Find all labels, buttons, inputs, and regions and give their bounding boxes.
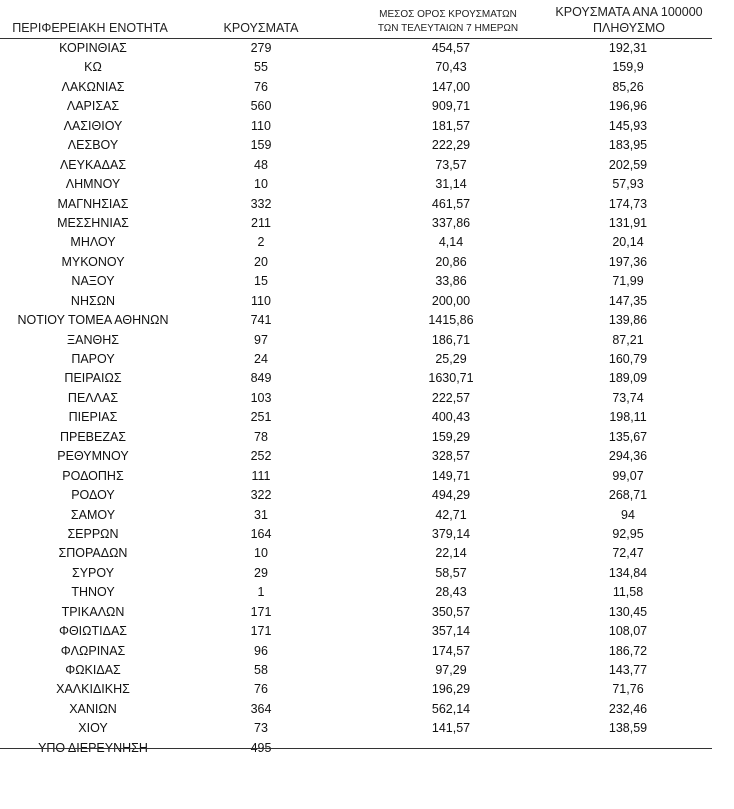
cell-cases: 741 [250, 313, 272, 328]
cell-avg7: 454,57 [431, 41, 471, 55]
cell-per100k: 174,73 [608, 196, 648, 211]
table-row [0, 409, 712, 428]
cell-region: ΣΕΡΡΩΝ [67, 526, 119, 541]
cell-cases: 20 [254, 254, 268, 269]
cell-avg7: 379,14 [431, 526, 471, 541]
cell-per100k: 20,14 [612, 235, 644, 250]
header-cases: ΚΡΟΥΣΜΑΤΑ [223, 21, 299, 35]
cell-avg7: 222,57 [431, 390, 471, 405]
header-avg7 [348, 8, 548, 36]
cell-cases: 78 [254, 429, 268, 444]
cell-avg7: 58,57 [435, 565, 467, 580]
cell-region: ΛΕΥΚΑΔΑΣ [59, 157, 127, 172]
cell-region: ΜΥΚΟΝΟΥ [61, 254, 125, 269]
header-per100k-line1: ΚΡΟΥΣΜΑΤΑ ΑΝΑ 100000 [555, 5, 703, 19]
table-row [0, 137, 712, 156]
table-row [0, 234, 712, 253]
cell-per100k: 108,07 [608, 624, 648, 639]
table-row [0, 332, 712, 351]
cell-cases: 2 [257, 235, 265, 250]
cell-region: ΣΠΟΡΑΔΩΝ [58, 546, 128, 561]
cell-per100k: 145,93 [608, 118, 648, 133]
cell-avg7: 22,14 [435, 546, 467, 561]
cell-region: ΜΗΛΟΥ [70, 235, 116, 250]
cell-region: ΠΑΡΟΥ [71, 352, 115, 366]
cell-per100k: 294,36 [608, 449, 648, 464]
cell-avg7: 33,86 [435, 274, 467, 289]
cell-region: ΛΑΡΙΣΑΣ [66, 99, 120, 114]
cell-per100k: 94 [621, 507, 635, 522]
cell-cases: 364 [250, 701, 272, 716]
cell-region: ΝΗΣΩΝ [70, 293, 116, 308]
table-bottom-divider [0, 748, 712, 749]
cell-per100k: 92,95 [612, 526, 644, 541]
table-row [0, 79, 712, 98]
cell-per100k: 135,67 [608, 429, 648, 444]
cell-per100k: 198,11 [609, 410, 647, 425]
cell-avg7: 196,29 [431, 682, 471, 697]
cell-avg7: 337,86 [431, 215, 471, 230]
cell-avg7: 141,57 [431, 721, 471, 736]
table-row [0, 565, 712, 584]
table-row [0, 545, 712, 564]
cell-avg7: 186,71 [431, 332, 471, 347]
table-row [0, 720, 712, 739]
cell-per100k: 71,99 [612, 274, 644, 289]
cell-per100k: 202,59 [608, 157, 648, 172]
table-row [0, 507, 712, 526]
cell-cases: 495 [250, 740, 272, 755]
cell-avg7: 149,71 [431, 468, 471, 483]
cell-region: ΠΙΕΡΙΑΣ [68, 410, 118, 425]
cell-per100k: 196,96 [608, 99, 648, 114]
table-row [0, 312, 712, 331]
cell-avg7: 909,71 [431, 99, 471, 114]
cell-avg7: 174,57 [431, 643, 471, 658]
cell-per100k: 87,21 [612, 332, 644, 347]
table-row [0, 526, 712, 545]
cell-region: ΦΛΩΡΙΝΑΣ [60, 643, 126, 658]
table-row [0, 468, 712, 487]
table-row [0, 254, 712, 273]
cell-per100k: 183,95 [608, 138, 648, 153]
cell-per100k: 134,84 [608, 565, 648, 580]
cell-per100k: 72,47 [612, 546, 644, 561]
cell-avg7: 73,57 [435, 157, 467, 172]
header-per100k [540, 4, 718, 36]
table-row [0, 293, 712, 312]
table-row [0, 604, 712, 623]
cell-cases: 24 [254, 352, 268, 366]
cell-cases: 96 [254, 643, 268, 658]
cell-cases: 332 [250, 196, 272, 211]
table-row [0, 390, 712, 409]
cell-per100k: 99,07 [612, 468, 644, 483]
cell-cases: 211 [251, 215, 271, 230]
cell-region: ΜΑΓΝΗΣΙΑΣ [57, 196, 129, 211]
cell-region: ΣΥΡΟΥ [71, 565, 115, 580]
cell-per100k: 192,31 [608, 41, 648, 55]
table-row [0, 196, 712, 215]
table-row [0, 118, 712, 137]
cell-region: ΡΟΔΟΥ [71, 488, 115, 503]
cell-per100k: 131,91 [608, 215, 648, 230]
cell-region: ΡΕΘΥΜΝΟΥ [57, 449, 129, 464]
cell-cases: 252 [250, 449, 272, 464]
cell-cases: 31 [254, 507, 268, 522]
table-row [0, 448, 712, 467]
cell-avg7: 97,29 [435, 663, 467, 677]
cell-region: ΤΡΙΚΑΛΩΝ [61, 604, 125, 619]
table-header [0, 0, 714, 38]
cell-avg7: 28,43 [435, 585, 467, 600]
table-row [0, 40, 712, 59]
cell-region: ΛΑΣΙΘΙΟΥ [63, 118, 123, 133]
table-row [0, 429, 712, 448]
cell-per100k: 85,26 [612, 79, 644, 94]
cell-avg7: 181,57 [431, 118, 471, 133]
cell-region: ΚΩ [84, 60, 102, 75]
table-row [0, 59, 712, 78]
cell-cases: 171 [250, 624, 272, 639]
cell-avg7: 328,57 [431, 449, 471, 464]
cell-avg7: 20,86 [435, 254, 467, 269]
cell-per100k: 143,77 [608, 663, 648, 677]
cell-region: ΧΙΟΥ [78, 721, 108, 736]
cell-per100k: 57,93 [612, 177, 644, 192]
cell-per100k: 159,9 [612, 60, 644, 75]
table-row [0, 98, 712, 117]
cell-cases: 171 [250, 604, 272, 619]
cell-avg7: 494,29 [431, 488, 471, 503]
cell-cases: 322 [250, 488, 272, 503]
table-row [0, 681, 712, 700]
cell-avg7: 562,14 [431, 701, 471, 716]
cell-region: ΧΑΝΙΩΝ [69, 701, 117, 716]
cell-avg7: 31,14 [435, 177, 467, 192]
cell-cases: 76 [254, 79, 268, 94]
cell-cases: 97 [254, 332, 268, 347]
table-row [0, 215, 712, 234]
cell-per100k: 138,59 [608, 721, 648, 736]
cell-per100k: 160,79 [608, 352, 648, 366]
cell-avg7: 222,29 [431, 138, 471, 153]
cell-per100k: 11,58 [612, 585, 644, 600]
cell-per100k: 186,72 [608, 643, 648, 658]
cell-region: ΥΠΟ ΔΙΕΡΕΥΝΗΣΗ [38, 740, 148, 755]
cell-cases: 849 [250, 371, 272, 386]
cell-region: ΝΑΞΟΥ [71, 274, 115, 289]
table-row [0, 643, 712, 662]
cell-region: ΡΟΔΟΠΗΣ [62, 468, 124, 483]
cell-region: ΣΑΜΟΥ [70, 507, 116, 522]
cell-avg7: 400,43 [431, 410, 471, 425]
cell-per100k: 71,76 [612, 682, 644, 697]
cell-per100k: 197,36 [608, 254, 648, 269]
cell-region: ΧΑΛΚΙΔΙΚΗΣ [56, 682, 130, 697]
table-row [0, 351, 712, 370]
cell-region: ΝΟΤΙΟΥ ΤΟΜΕΑ ΑΘΗΝΩΝ [17, 313, 169, 328]
cell-avg7: 1415,86 [428, 313, 474, 328]
cell-region: ΠΕΙΡΑΙΩΣ [64, 371, 122, 386]
cell-per100k: 139,86 [608, 313, 648, 328]
cell-cases: 1 [257, 585, 265, 600]
table-row [0, 623, 712, 642]
cell-region: ΛΕΣΒΟΥ [67, 138, 119, 153]
header-divider [0, 38, 712, 39]
header-avg7-line2: ΤΩΝ ΤΕΛΕΥΤΑΙΩΝ 7 ΗΜΕΡΩΝ [377, 23, 519, 34]
cell-avg7: 147,00 [431, 79, 471, 94]
cell-avg7: 70,43 [435, 60, 467, 75]
cell-cases: 55 [254, 60, 268, 75]
cell-region: ΛΗΜΝΟΥ [65, 177, 121, 192]
cell-avg7: 357,14 [431, 624, 471, 639]
cell-per100k: 147,35 [608, 293, 648, 308]
cell-cases: 48 [254, 157, 268, 172]
cell-cases: 10 [254, 177, 268, 192]
cell-region: ΤΗΝΟΥ [71, 585, 115, 600]
cell-cases: 58 [254, 663, 268, 677]
header-region: ΠΕΡΙΦΕΡΕΙΑΚΗ ΕΝΟΤΗΤΑ [12, 21, 168, 35]
cell-avg7: 461,57 [431, 196, 471, 211]
cell-cases: 279 [250, 41, 272, 55]
cell-avg7: 159,29 [431, 429, 471, 444]
cell-region: ΞΑΝΘΗΣ [67, 332, 119, 347]
table-row [0, 740, 712, 759]
table-row [0, 273, 712, 292]
table-row [0, 701, 712, 720]
cell-per100k: 189,09 [608, 371, 648, 386]
cell-per100k: 232,46 [608, 701, 648, 716]
cell-region: ΦΩΚΙΔΑΣ [65, 663, 121, 677]
cell-per100k: 268,71 [608, 488, 648, 503]
table-row [0, 584, 712, 603]
cell-cases: 76 [254, 682, 268, 697]
cell-region: ΚΟΡΙΝΘΙΑΣ [59, 41, 127, 55]
cell-cases: 15 [254, 274, 268, 289]
cell-avg7: 200,00 [431, 293, 471, 308]
cell-cases: 164 [250, 526, 272, 541]
cell-avg7: 25,29 [435, 352, 467, 366]
cell-region: ΠΕΛΛΑΣ [67, 390, 119, 405]
cell-cases: 110 [251, 293, 271, 308]
table-row [0, 370, 712, 389]
cell-cases: 73 [254, 721, 268, 736]
cell-region: ΠΡΕΒΕΖΑΣ [59, 429, 127, 444]
cell-region: ΛΑΚΩΝΙΑΣ [61, 79, 125, 94]
header-per100k-line2: ΠΛΗΘΥΣΜΟ [593, 21, 665, 35]
table-row [0, 176, 712, 195]
cell-cases: 110 [251, 118, 271, 133]
cell-per100k: 73,74 [612, 390, 644, 405]
cell-region: ΦΘΙΩΤΙΔΑΣ [58, 624, 128, 639]
header-avg7-line1: ΜΕΣΟΣ ΟΡΟΣ ΚΡΟΥΣΜΑΤΩΝ [379, 9, 517, 20]
cell-avg7: 1630,71 [428, 371, 474, 386]
cell-avg7: 4,14 [438, 235, 464, 250]
cell-per100k: 130,45 [608, 604, 648, 619]
cell-cases: 103 [250, 390, 272, 405]
cell-cases: 560 [250, 99, 272, 114]
cell-cases: 29 [254, 565, 268, 580]
cell-avg7: 350,57 [431, 604, 471, 619]
table-row [0, 487, 712, 506]
cell-cases: 111 [251, 468, 271, 483]
cell-region: ΜΕΣΣΗΝΙΑΣ [57, 215, 129, 230]
table-row [0, 157, 712, 176]
table-row [0, 662, 712, 681]
cell-cases: 10 [254, 546, 268, 561]
cell-avg7: 42,71 [435, 507, 467, 522]
table-body [0, 40, 712, 759]
cell-cases: 251 [250, 410, 272, 425]
cell-cases: 159 [250, 138, 272, 153]
